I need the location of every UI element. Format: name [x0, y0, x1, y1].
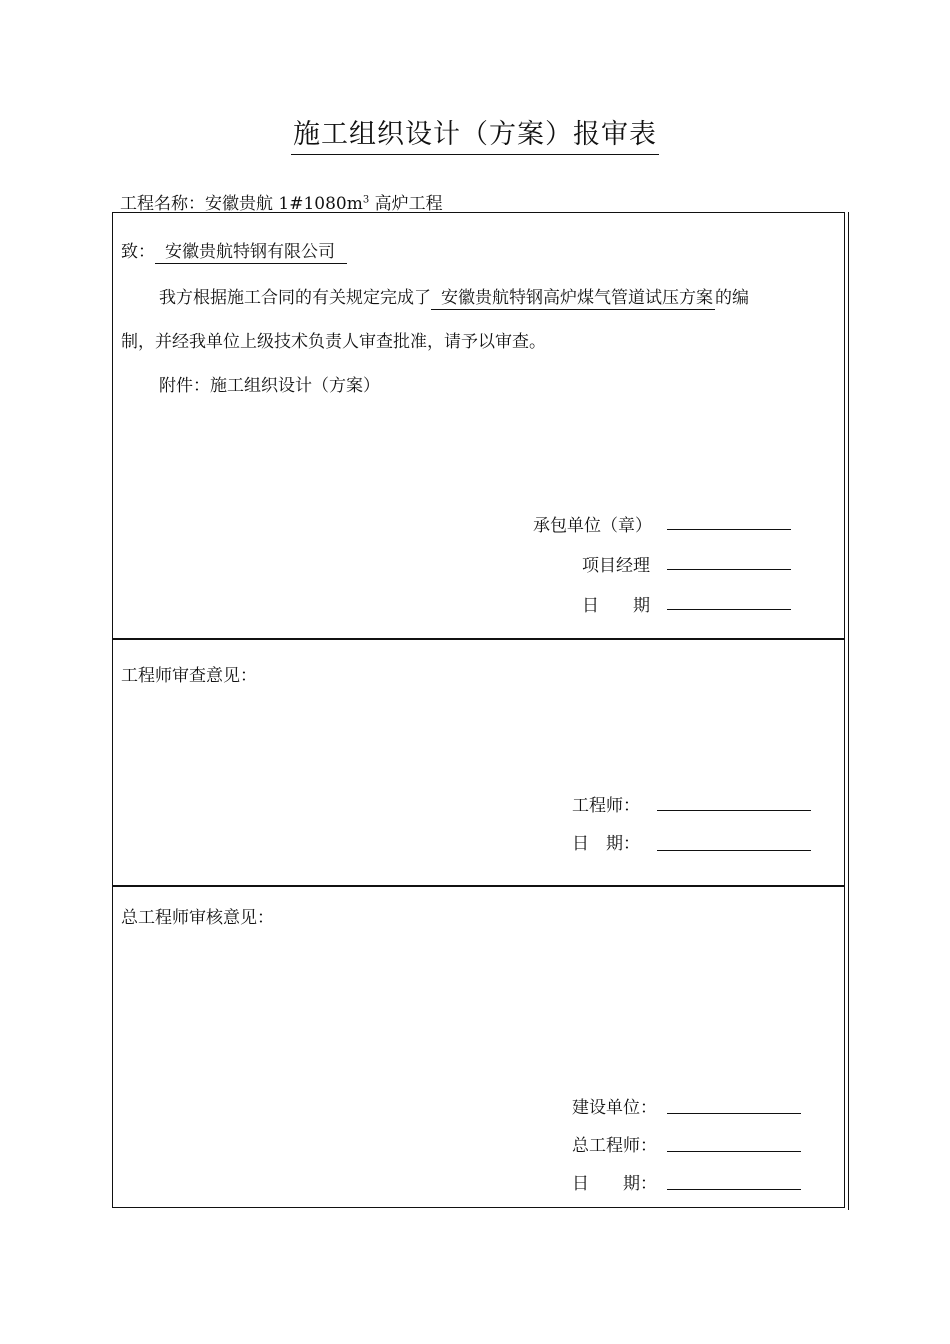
owner-unit-label: 建设单位：: [572, 1098, 657, 1118]
project-name-suffix: 高炉工程: [369, 194, 443, 214]
project-label: 工程名称：: [120, 194, 205, 214]
statement-suffix: 的编: [715, 288, 749, 308]
section1-date-line[interactable]: [667, 609, 791, 610]
plan-name: 安徽贵航特钢高炉煤气管道试压方案: [431, 288, 715, 310]
section3-date-line[interactable]: [667, 1189, 801, 1190]
project-name-line: [120, 189, 443, 214]
chief-engineer-label: 总工程师：: [572, 1136, 657, 1156]
engineer-review-heading: 工程师审查意见：: [121, 666, 257, 686]
submission-statement-line2: 制，并经我单位上级技术负责人审查批准，请予以审查。: [121, 332, 546, 352]
recipient-value: 安徽贵航特钢有限公司: [155, 242, 347, 264]
owner-unit-signature-line[interactable]: [667, 1113, 801, 1114]
section-divider-1: [113, 638, 844, 640]
engineer-label: 工程师：: [572, 796, 640, 816]
section1-date-label: 日 期: [582, 596, 650, 616]
project-name-superscript: 3: [362, 194, 370, 206]
recipient-line: [121, 237, 347, 262]
section3-date-label: 日 期：: [572, 1174, 657, 1194]
contractor-signature-line[interactable]: [667, 529, 791, 530]
section2-date-label: 日 期：: [572, 834, 640, 854]
review-form-table: [112, 212, 845, 1208]
contractor-label: 承包单位（章）: [533, 516, 652, 536]
to-label: 致：: [121, 242, 155, 262]
statement-prefix: 我方根据施工合同的有关规定完成了: [159, 288, 431, 308]
chief-engineer-signature-line[interactable]: [667, 1151, 801, 1152]
section2-date-line[interactable]: [657, 850, 811, 851]
submission-statement-line1: [159, 283, 749, 308]
attachment-line: 附件：施工组织设计（方案）: [159, 376, 380, 396]
engineer-signature-line[interactable]: [657, 810, 811, 811]
table-right-double-border: [848, 212, 850, 1210]
chief-engineer-review-heading: 总工程师审核意见：: [121, 908, 274, 928]
project-manager-label: 项目经理: [582, 556, 650, 576]
form-title: 施工组织设计（方案）报审表: [0, 112, 950, 151]
section-divider-2: [113, 885, 844, 887]
project-name: 安徽贵航 1#1080m: [205, 194, 363, 214]
project-manager-signature-line[interactable]: [667, 569, 791, 570]
